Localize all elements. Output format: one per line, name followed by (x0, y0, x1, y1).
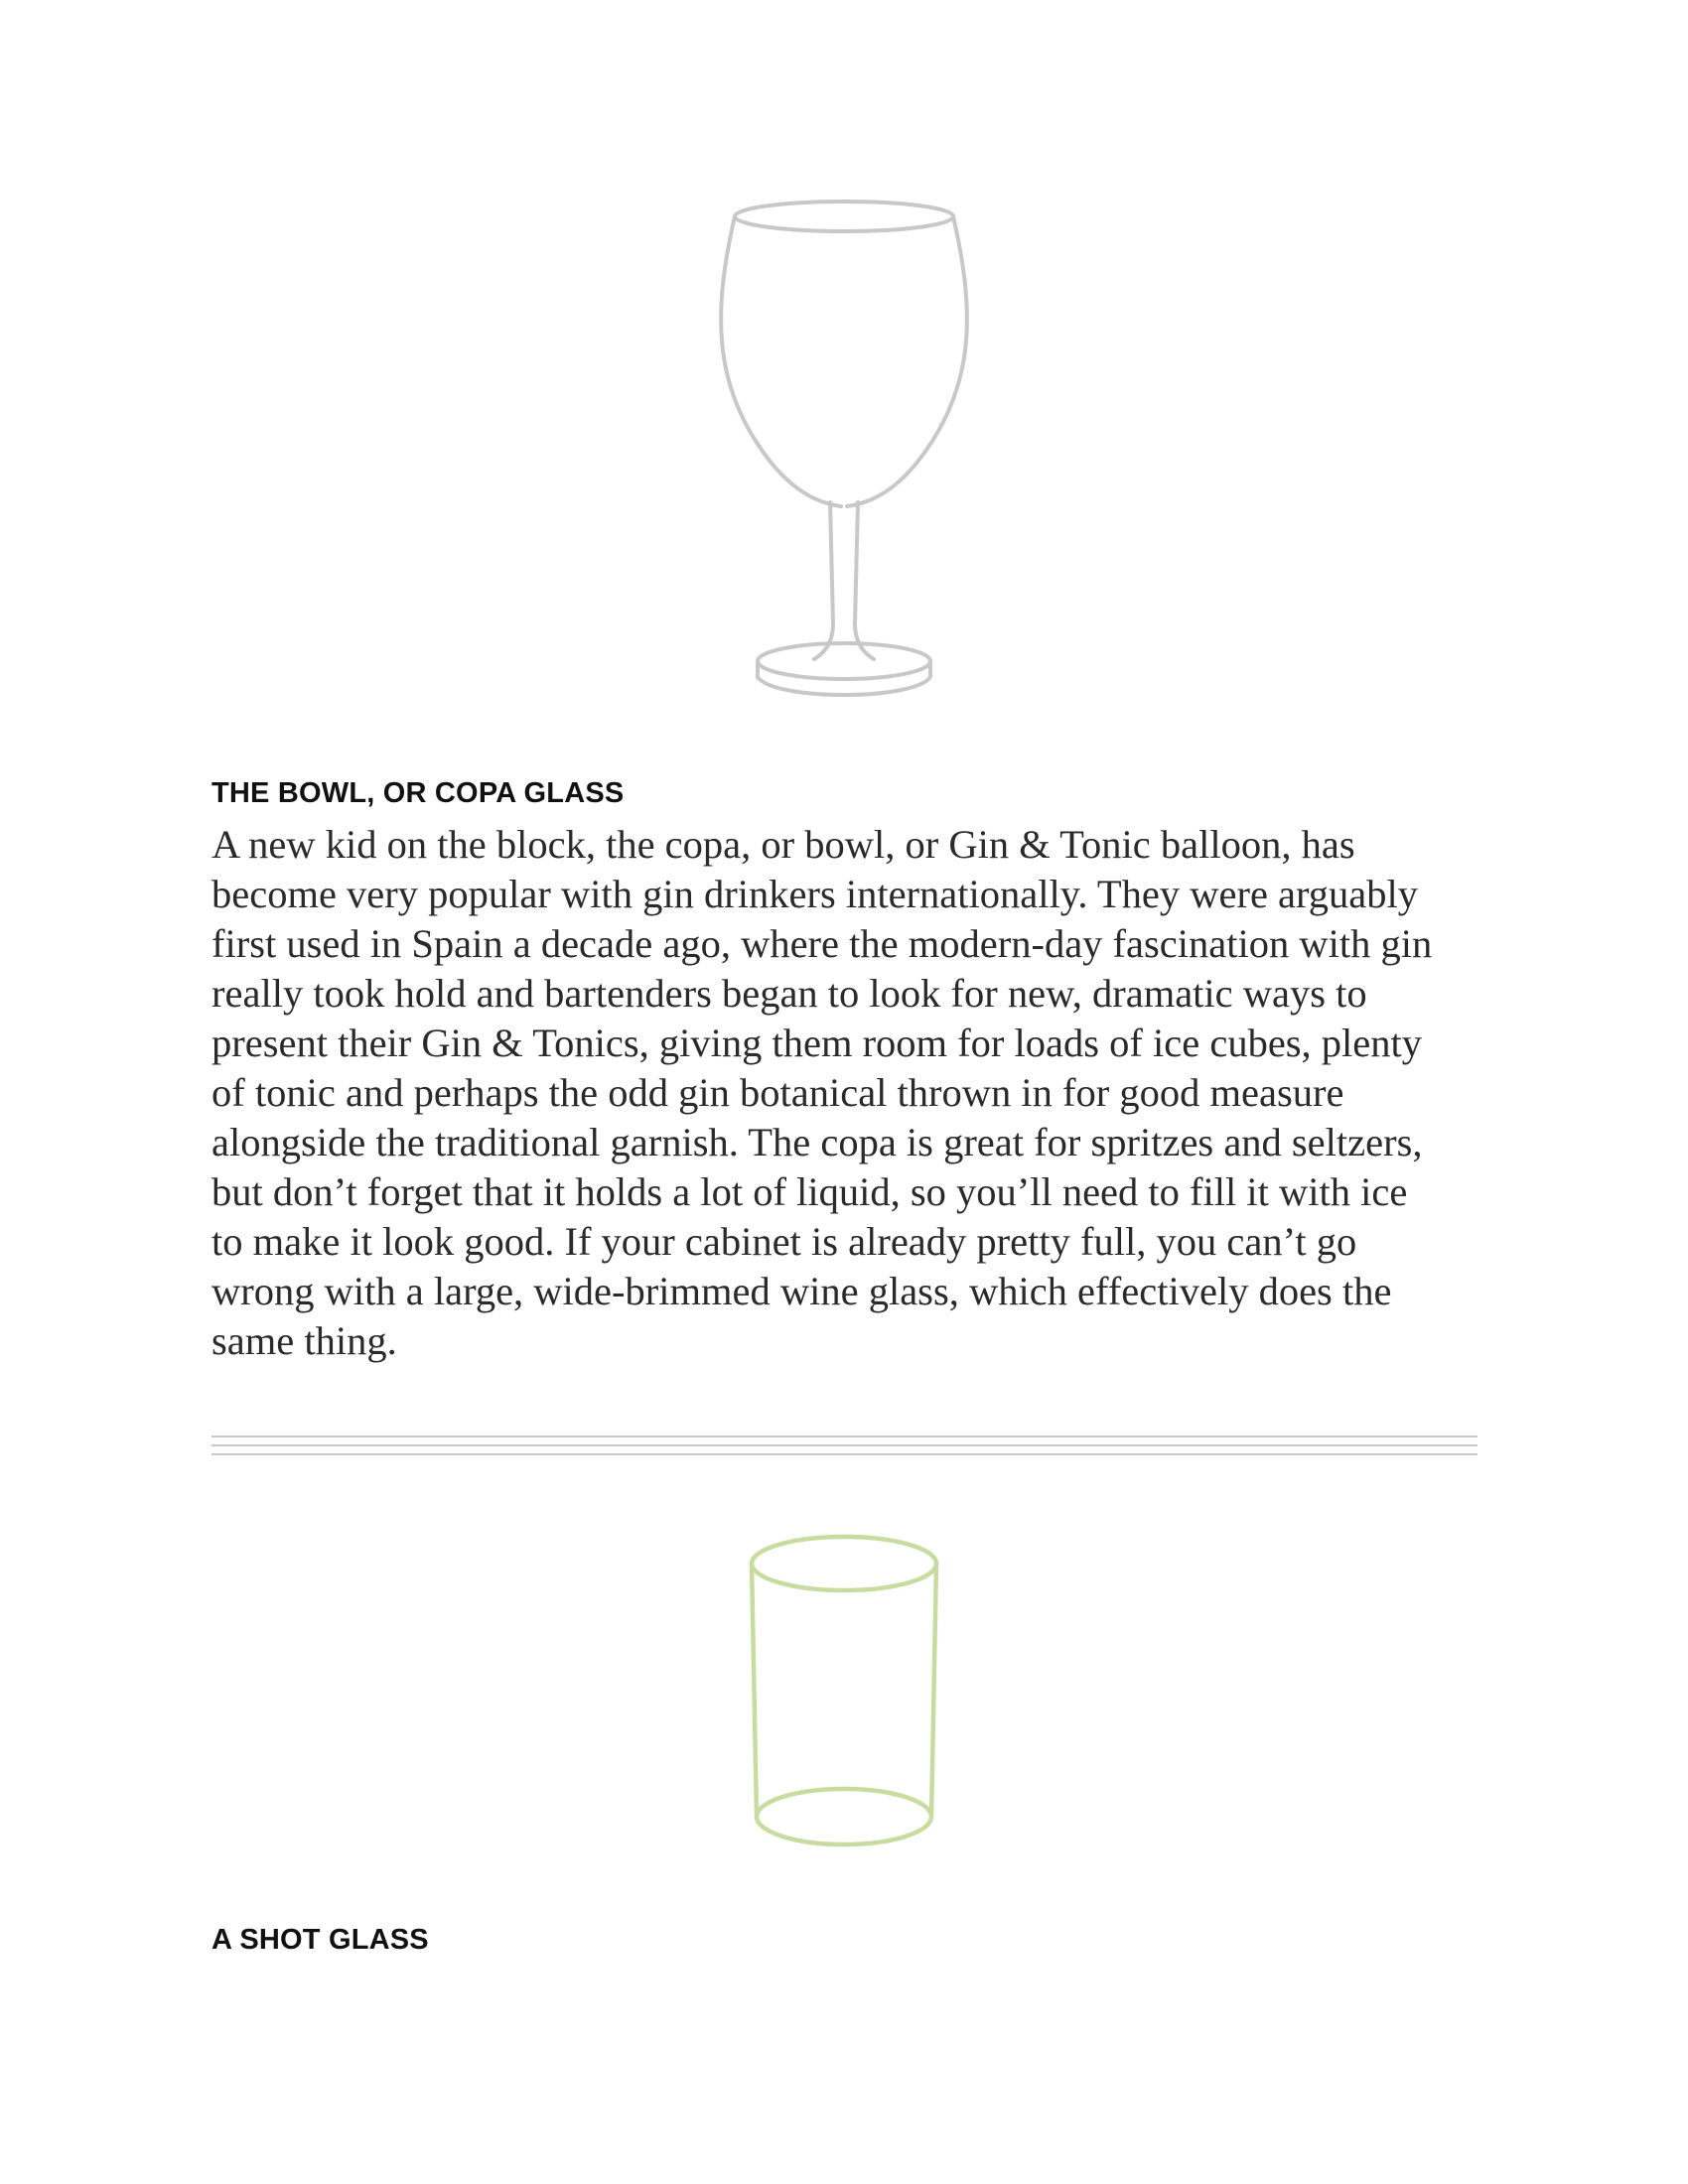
divider-line (211, 1453, 1477, 1455)
section-divider (211, 1435, 1477, 1457)
paragraph-line: to make it look good. If your cabinet is already pretty full, you can’t go (211, 1219, 1357, 1264)
shot-glass-icon (747, 1514, 941, 1851)
copa-glass-description (211, 820, 1492, 1366)
divider-line (211, 1435, 1477, 1437)
paragraph-line: A new kid on the block, the copa, or bowl, or Gin & Tonic balloon, has (211, 822, 1355, 867)
paragraph-line: first used in Spain a decade ago, where the modern-day fascination with gin (211, 921, 1433, 966)
paragraph-line: same thing. (211, 1318, 397, 1363)
paragraph-line: really took hold and bartenders began to look for new, dramatic ways to (211, 971, 1367, 1016)
paragraph-line: of tonic and perhaps the odd gin botanical thrown in for good measure (211, 1070, 1344, 1115)
section-heading-shot-glass: A SHOT GLASS (211, 1924, 429, 1956)
section-heading-copa-glass: THE BOWL, OR COPA GLASS (211, 777, 625, 809)
paragraph-line: alongside the traditional garnish. The copa is great for spritzes and seltzers, (211, 1120, 1423, 1164)
paragraph-line: present their Gin & Tonics, giving them room for loads of ice cubes, plenty (211, 1021, 1423, 1065)
copa-glass-icon (715, 195, 973, 705)
paragraph-line: but don’t forget that it holds a lot of liquid, so you’ll need to fill it with ice (211, 1169, 1408, 1214)
divider-line (211, 1444, 1477, 1446)
paragraph-line: wrong with a large, wide-brimmed wine glass, which effectively does the (211, 1269, 1392, 1313)
paragraph-line: become very popular with gin drinkers internationally. They were arguably (211, 872, 1418, 916)
